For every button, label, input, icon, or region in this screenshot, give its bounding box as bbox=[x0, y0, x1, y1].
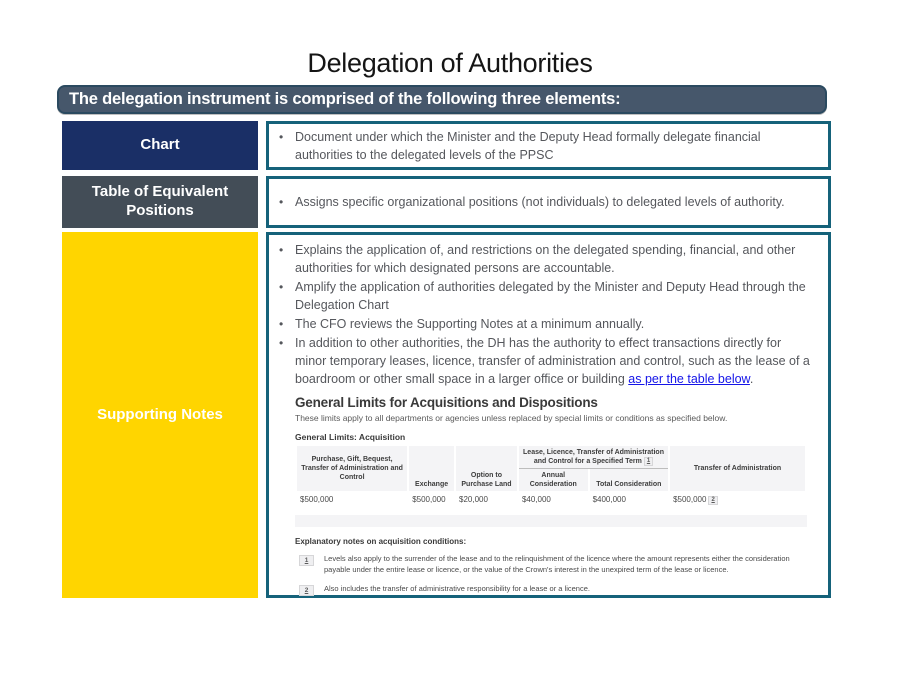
explanatory-note-1 bbox=[295, 554, 807, 576]
embedded-table-section-label: General Limits: Acquisition bbox=[295, 432, 406, 442]
bullet-item: • The CFO reviews the Supporting Notes at a minimum annually. bbox=[269, 315, 828, 333]
note-marker-1: 1 bbox=[299, 555, 314, 566]
col-header-purchase: Purchase, Gift, Bequest, Transfer of Administration and Control bbox=[297, 446, 407, 491]
row-label-table-of-equivalent-positions bbox=[62, 176, 258, 228]
table-cell: $500,000 bbox=[297, 491, 407, 508]
general-limits-table-header bbox=[297, 446, 805, 491]
row-content-chart bbox=[266, 121, 831, 170]
table-below-link[interactable]: as per the table below bbox=[628, 372, 750, 386]
footnote-ref-1: 1 bbox=[644, 457, 653, 466]
explanatory-notes-heading: Explanatory notes on acquisition conditions: bbox=[295, 537, 467, 547]
bullet-item bbox=[269, 334, 828, 388]
col-header-option: Option to Purchase Land bbox=[456, 446, 517, 491]
bullet-text: In addition to other authorities, the DH has the authority to effect transactions directly for minor temporary leases, licence, transfer of administration and control, such as the lease of a boardroom or other small space in a larger office or building bbox=[295, 336, 810, 386]
row-label-tep-text: Table of Equivalent Positions bbox=[91, 183, 229, 219]
row-label-chart-text: Chart bbox=[140, 136, 180, 154]
col-group-lease-text: Lease, Licence, Transfer of Administration and Control for a Specified Term bbox=[523, 449, 664, 466]
explanatory-note-2 bbox=[295, 584, 807, 596]
footnote-ref-2: 2 bbox=[708, 496, 717, 505]
row-label-chart bbox=[62, 121, 258, 170]
bullet-item: • Assigns specific organizational positions (not individuals) to delegated levels of authority. bbox=[269, 193, 828, 211]
row-label-supporting-notes bbox=[62, 232, 258, 598]
table-cell: $20,000 bbox=[456, 491, 517, 508]
col-header-transfer: Transfer of Administration bbox=[670, 446, 805, 491]
note-text-1: Levels also apply to the surrender of the lease and to the relinquishment of the licence where the amount represents either the consideration payable under the entire lease or licence, or the value of the Crown's interest in the unexpired term of the lease or licence. bbox=[324, 554, 790, 575]
table-cell-value: $500,000 bbox=[673, 495, 707, 505]
embedded-table-subtitle: These limits apply to all departments or agencies unless replaced by special limits or conditions as specified below. bbox=[295, 413, 728, 423]
col-header-total: Total Consideration bbox=[590, 469, 669, 491]
chart-bullet-list bbox=[269, 127, 828, 165]
banner-text: The delegation instrument is comprised of the following three elements: bbox=[69, 90, 621, 108]
bullet-item: • Document under which the Minister and the Deputy Head formally delegate financial authorities to the delegated levels of the PPSC bbox=[269, 128, 828, 164]
supporting-notes-bullet-list bbox=[269, 241, 828, 388]
table-cell bbox=[670, 491, 805, 508]
table-section-divider bbox=[295, 515, 807, 527]
table-row bbox=[297, 491, 805, 508]
embedded-table-title: General Limits for Acquisitions and Dispositions bbox=[295, 395, 598, 410]
note-text-2: Also includes the transfer of administrative responsibility for a lease or a licence. bbox=[324, 584, 590, 594]
row-content-supporting-notes bbox=[266, 232, 831, 598]
embedded-limits-screenshot bbox=[295, 395, 807, 596]
tep-bullet-list bbox=[269, 192, 828, 212]
table-cell: $500,000 bbox=[409, 491, 454, 508]
row-label-supporting-notes-text: Supporting Notes bbox=[97, 405, 223, 423]
note-marker-2: 2 bbox=[299, 585, 314, 596]
col-header-annual: Annual Consideration bbox=[519, 469, 588, 491]
col-header-exchange: Exchange bbox=[409, 446, 454, 491]
general-limits-table bbox=[295, 446, 807, 508]
table-cell: $40,000 bbox=[519, 491, 588, 508]
bullet-item: • Amplify the application of authorities delegated by the Minister and Deputy Head through the Delegation Chart bbox=[269, 278, 828, 314]
bullet-item: • Explains the application of, and restrictions on the delegated spending, financial, and other authorities for which designated persons are accountable. bbox=[269, 241, 828, 277]
col-group-lease bbox=[519, 446, 668, 469]
bullet-text-suffix: . bbox=[749, 372, 754, 386]
general-limits-table-body bbox=[297, 491, 805, 508]
row-content-table-of-equivalent-positions bbox=[266, 176, 831, 228]
page-title: Delegation of Authorities bbox=[307, 48, 593, 78]
banner-bar bbox=[57, 85, 827, 114]
table-cell: $400,000 bbox=[590, 491, 669, 508]
